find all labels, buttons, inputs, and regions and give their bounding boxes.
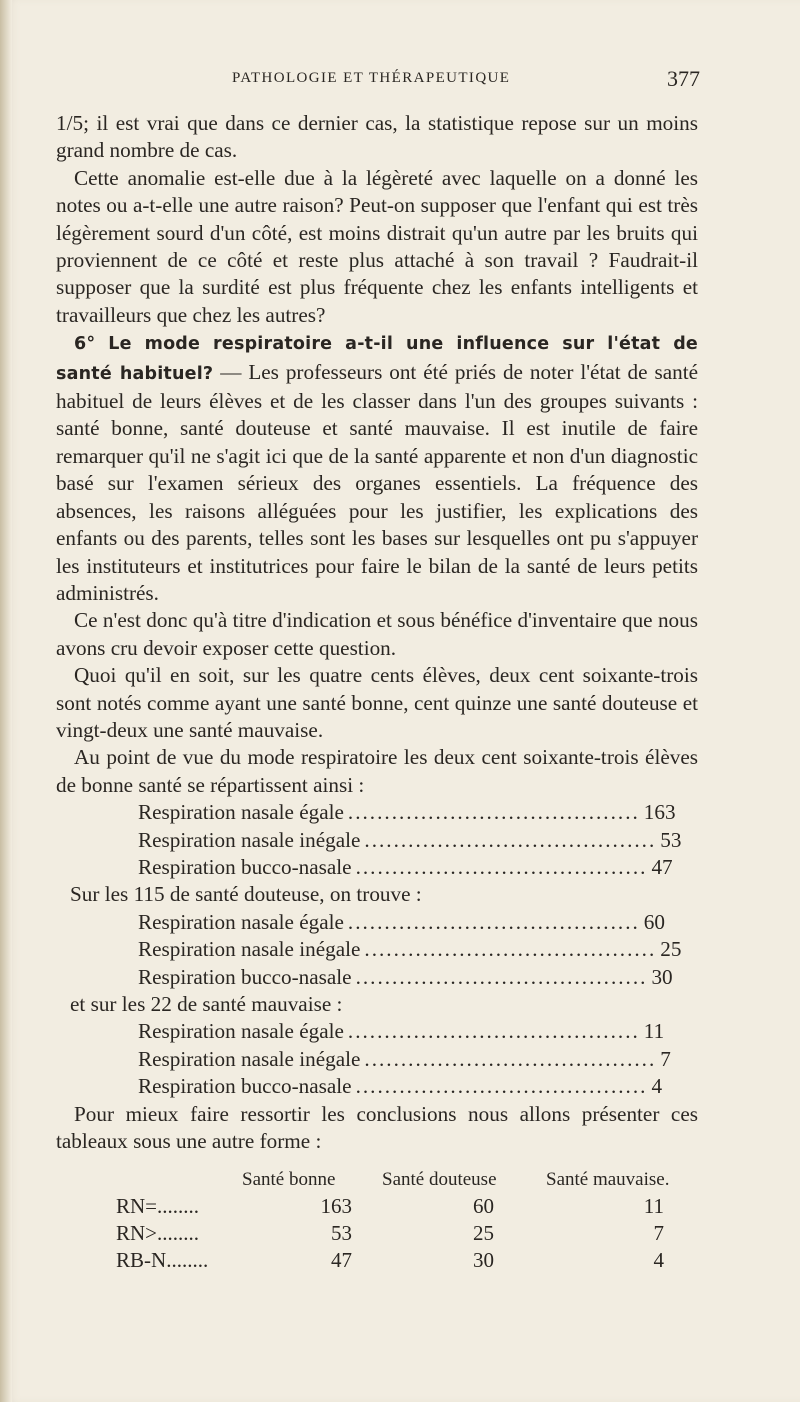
- section-text: — Les professeurs ont été priés de noter l'état de santé habituel de leurs élèves et de les classer dans l'un des groupes suivants : santé bonne, santé douteuse et santé mauvaise. Il est inutile de faire remarquer qu'il ne s'agit ici que de la santé apparente et non d'un diagnostic basé sur l'examen sérieux des organes essentiels. La fréquence des absences, les raisons alléguées pour les justifier, les explications des enfants ou des parents, telles sont les bases sur lesquelles ont pu s'appuyer les instituteurs et institutrices pour faire le bilan de la santé de leurs petits administrés.: [56, 359, 698, 605]
- list-item: Respiration nasale inégale ........................................ 25: [138, 937, 682, 962]
- paragraph-anomaly: Cette anomalie est-elle due à la légèreté avec laquelle on a donné les notes ou a-t-elle une autre raison? Peut-on supposer que l'enfant qui est très légèrement sourd d'un côté, est moins distrait qu'un autre par les bruits qui proviennent de ce côté et reste plus attaché à son travail ? Faudrait-il supposer que la surdité est plus fréquente chez les enfants intelligents et travailleurs que chez les autres?: [56, 165, 698, 327]
- list-item: Respiration nasale inégale ........................................ 7: [138, 1046, 671, 1071]
- list-item: Respiration bucco-nasale ........................................ 30: [138, 964, 673, 989]
- page-body: [56, 110, 698, 1155]
- row-label: RN>........: [116, 1221, 200, 1245]
- summary-table: [56, 1166, 736, 1274]
- section-heading: 6° Le mode respiratoire a-t-il une influence sur l'état de santé habituel?: [56, 334, 698, 384]
- table-row: [56, 1247, 736, 1274]
- header-cell: Santé bonne: [242, 1169, 336, 1190]
- list-item: Respiration nasale égale ........................................ 11: [138, 1019, 665, 1044]
- cell: 163: [320, 1194, 352, 1218]
- list-item: Respiration nasale inégale ........................................ 53: [138, 827, 682, 852]
- paragraph-distribution-intro: Au point de vue du mode respiratoire les deux cent soixante-trois élèves de bonne santé se répartissent ainsi :: [56, 745, 698, 797]
- row-label: RN=........: [116, 1194, 200, 1218]
- group-intro-doubtful: Sur les 115 de santé douteuse, on trouve :: [70, 882, 422, 907]
- list-item: Respiration bucco-nasale ........................................ 4: [138, 1074, 663, 1099]
- cell: 60: [473, 1194, 494, 1218]
- summary-header-row: [56, 1166, 736, 1193]
- cell: 30: [473, 1248, 494, 1272]
- page-number: 377: [667, 66, 700, 91]
- list-item: Respiration bucco-nasale ........................................ 47: [138, 854, 673, 879]
- header-cell: [56, 1166, 242, 1193]
- list-item: Respiration nasale égale ........................................ 60: [138, 909, 665, 934]
- paragraph-continuation: 1/5; il est vrai que dans ce dernier cas, la statistique repose sur un moins grand nombre de cas.: [56, 111, 698, 163]
- list-item: Respiration nasale égale ........................................ 163: [138, 800, 676, 825]
- group-intro-bad: et sur les 22 de santé mauvaise :: [70, 992, 343, 1016]
- paragraph-health-counts: Quoi qu'il en soit, sur les quatre cents élèves, deux cent soixante-trois sont notés comme ayant une santé bonne, cent quinze une santé douteuse et vingt-deux une santé mauvaise.: [56, 663, 698, 742]
- paragraph-indication: Ce n'est donc qu'à titre d'indication et sous bénéfice d'inventaire que nous avons cru devoir exposer cette question.: [56, 608, 698, 660]
- cell: 4: [653, 1248, 664, 1272]
- header-cell: Santé mauvaise.: [546, 1169, 670, 1190]
- paragraph-conclusion-intro: Pour mieux faire ressortir les conclusions nous allons présenter ces tableaux sous une autre forme :: [56, 1101, 698, 1154]
- page-gutter-shadow: [0, 0, 12, 1402]
- table-row: [56, 1193, 736, 1220]
- cell: 47: [331, 1248, 352, 1272]
- paragraph-respiratory-section: [56, 329, 698, 607]
- table-row: [56, 1220, 736, 1247]
- cell: 53: [331, 1221, 352, 1245]
- header-cell: Santé douteuse: [382, 1169, 497, 1190]
- page-header: [56, 66, 700, 96]
- running-title: PATHOLOGIE ET THÉRAPEUTIQUE: [232, 70, 511, 86]
- list-doubtful-health: [56, 909, 698, 991]
- list-good-health: [56, 799, 698, 881]
- row-label: RB-N........: [116, 1248, 209, 1272]
- cell: 7: [653, 1221, 664, 1245]
- list-bad-health: [56, 1018, 698, 1100]
- cell: 11: [643, 1194, 664, 1218]
- cell: 25: [473, 1221, 494, 1245]
